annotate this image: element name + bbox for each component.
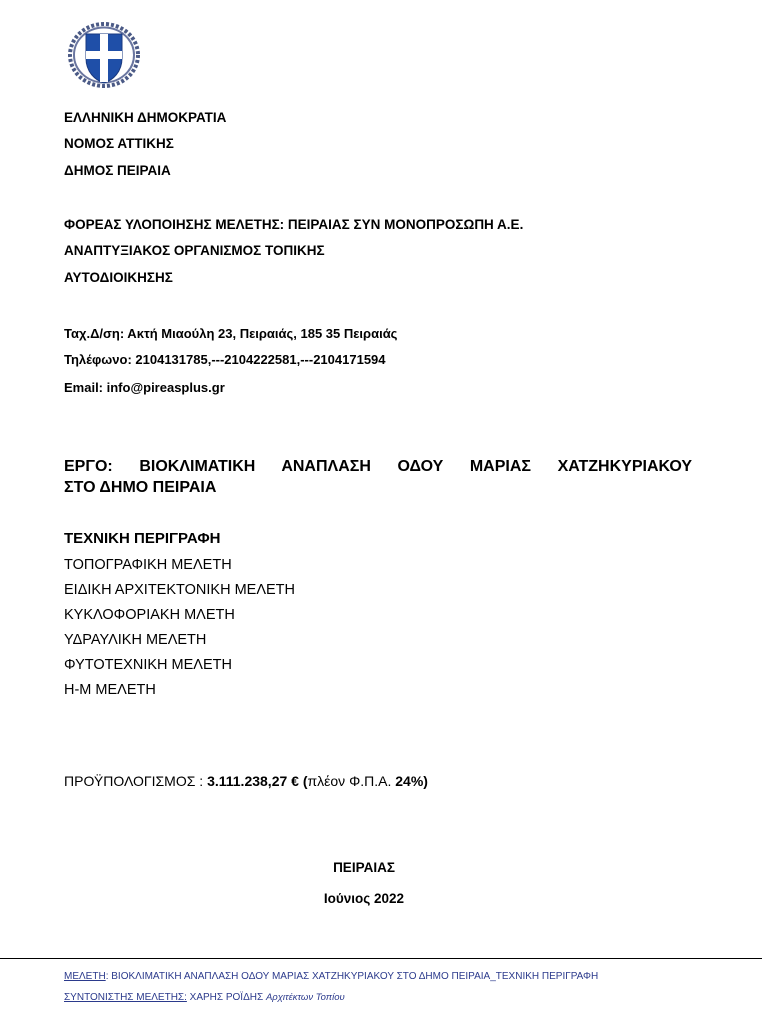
study-item: ΕΙΔΙΚΗ ΑΡΧΙΤΕΚΤΟΝΙΚΗ ΜΕΛΕΤΗ [64, 582, 296, 598]
budget-amount: 3.111.238,27 € ( [207, 773, 308, 789]
greek-coat-of-arms-icon [67, 22, 141, 88]
footer-study-text: : ΒΙΟΚΛΙΜΑΤΙΚΗ ΑΝΑΠΛΑΣΗ ΟΔΟΥ ΜΑΡΙΑΣ ΧΑΤΖΗΚΥΡΙΑΚΟΥ ΣΤΟ ΔΗΜΟ ΠΕΙΡΑΙΑ_ΤΕΧΝΙΚΗ ΠΕΡΙΓΡΑΦΗ [105, 971, 599, 982]
footer-divider [0, 958, 762, 959]
contact-address: Ταχ.Δ/ση: Ακτή Μιαούλη 23, Πειραιάς, 185 35 Πειραιάς [64, 326, 398, 341]
budget-vat-text: πλέον Φ.Π.Α. [307, 773, 392, 789]
technical-description-title: ΤΕΧΝΙΚΗ ΠΕΡΙΓΡΑΦΗ [64, 530, 221, 547]
footer-coordinator [64, 992, 345, 1003]
footer-coordinator-label: ΣΥΝΤΟΝΙΣΤΗΣ ΜΕΛΕΤΗΣ: [64, 992, 187, 1003]
study-item: ΦΥΤΟΤΕΧΝΙΚΗ ΜΕΛΕΤΗ [64, 657, 232, 673]
header-line-prefecture: ΝΟΜΟΣ ΑΤΤΙΚΗΣ [64, 136, 174, 151]
footer-coordinator-name: ΧΑΡΗΣ ΡΟΪΔΗΣ [186, 992, 266, 1003]
footer-coordinator-role: Αρχιτέκτων Τοπίου [265, 992, 345, 1003]
study-item: ΚΥΚΛΟΦΟΡΙΑΚΗ ΜΛΕΤΗ [64, 607, 235, 623]
budget-line [64, 773, 428, 789]
study-item: ΥΔΡΑΥΛΙΚΗ ΜΕΛΕΤΗ [64, 632, 207, 648]
project-title-line-1: ΕΡΓΟ: ΒΙΟΚΛΙΜΑΤΙΚΗ ΑΝΑΠΛΑΣΗ ΟΔΟΥ ΜΑΡΙΑΣ ΧΑΤΖΗΚΥΡΙΑΚΟΥ [64, 458, 692, 475]
budget-label: ΠΡΟΫΠΟΛΟΓΙΣΜΟΣ : [64, 773, 208, 789]
footer-study-label: ΜΕΛΕΤΗ [64, 971, 106, 982]
study-item: Η-Μ ΜΕΛΕΤΗ [64, 682, 156, 698]
contact-phone: Τηλέφωνο: 2104131785,---2104222581,---2104171594 [64, 352, 386, 367]
study-item: ΤΟΠΟΓΡΑΦΙΚΗ ΜΕΛΕΤΗ [64, 557, 232, 573]
agency-line-1: ΦΟΡΕΑΣ ΥΛΟΠΟΙΗΣΗΣ ΜΕΛΕΤΗΣ: ΠΕΙΡΑΙΑΣ ΣΥΝ ΜΟΝΟΠΡΟΣΩΠΗ Α.Ε. [64, 217, 524, 232]
agency-line-2: ΑΝΑΠΤΥΞΙΑΚΟΣ ΟΡΓΑΝΙΣΜΟΣ ΤΟΠΙΚΗΣ [64, 243, 325, 258]
project-title [64, 456, 692, 498]
footer-study [64, 971, 598, 982]
project-title-line-2: ΣΤΟ ΔΗΜΟ ΠΕΙΡΑΙΑ [64, 479, 217, 496]
place: ΠΕΙΡΑΙΑΣ [333, 860, 395, 875]
budget-vat-rate: 24%) [391, 773, 428, 789]
agency-line-3: ΑΥΤΟΔΙΟΙΚΗΣΗΣ [64, 270, 173, 285]
header-line-municipality: ΔΗΜΟΣ ΠΕΙΡΑΙΑ [64, 163, 171, 178]
contact-email: Email: info@pireasplus.gr [64, 380, 225, 395]
date: Ιούνιος 2022 [323, 891, 405, 906]
header-line-republic: ΕΛΛΗΝΙΚΗ ΔΗΜΟΚΡΑΤΙΑ [64, 110, 227, 125]
